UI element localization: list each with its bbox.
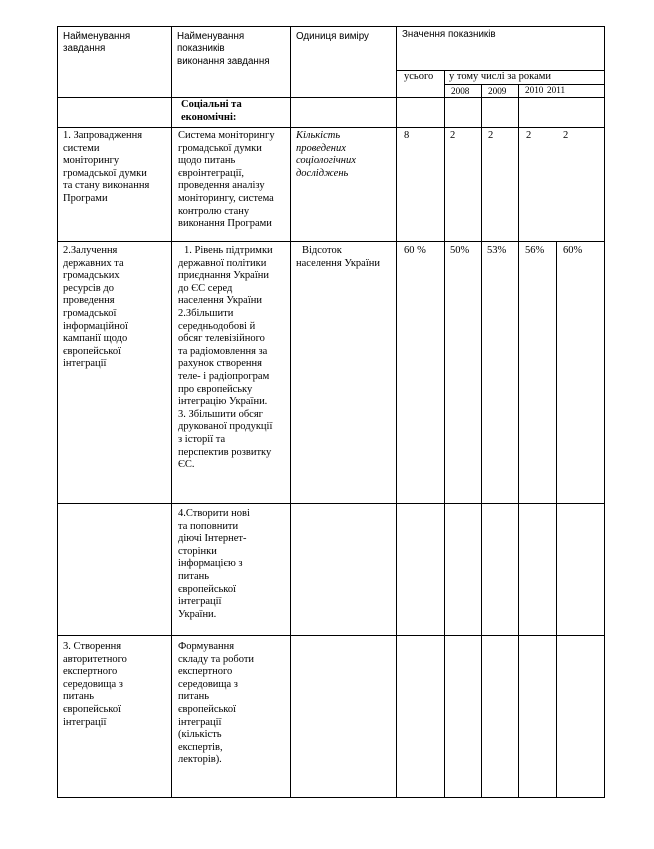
cell-text-line: європейської bbox=[63, 703, 122, 715]
row2-indicator bbox=[178, 245, 273, 472]
cell-text-line: діючі Інтернет- bbox=[178, 533, 247, 545]
header-divider bbox=[57, 97, 605, 98]
cell-text-line: інтеграції bbox=[178, 716, 222, 728]
table-border-top bbox=[57, 26, 605, 27]
row2-unit bbox=[296, 245, 380, 270]
cell-text-line: проведення аналізу bbox=[178, 180, 265, 192]
cell-text-line: економічні: bbox=[181, 111, 237, 123]
cell-text-line: експертного bbox=[63, 666, 118, 678]
header-by-years: у тому числі за роками bbox=[449, 71, 552, 82]
cell-text-line: Соціальні та bbox=[181, 99, 242, 110]
row-divider bbox=[57, 635, 605, 636]
cell-text-line: перспектив розвитку bbox=[178, 446, 272, 458]
cell-text-line: державних та bbox=[63, 257, 124, 269]
row1-2011: 2 bbox=[563, 130, 569, 141]
row1-2008: 2 bbox=[450, 130, 456, 141]
row4-indicator bbox=[178, 641, 254, 767]
cell-text-line: завдання bbox=[63, 43, 106, 55]
cell-text-line: інтеграції bbox=[63, 716, 107, 728]
cell-text-line: середовища з bbox=[178, 678, 238, 690]
row-divider bbox=[57, 127, 605, 128]
cell-text-line: складу та роботи bbox=[178, 653, 255, 665]
cell-text-line: європейської bbox=[63, 345, 122, 357]
cell-text-line: виконання Програми bbox=[178, 218, 272, 230]
cell-text-line: євроінтеграції, bbox=[178, 167, 245, 179]
cell-text-line: кампанії щодо bbox=[63, 333, 128, 345]
cell-text-line: досліджень bbox=[296, 167, 349, 179]
cell-text-line: Програми bbox=[63, 192, 108, 204]
cell-text-line: Найменування bbox=[177, 31, 245, 42]
row1-total: 8 bbox=[404, 130, 410, 141]
cell-text-line: Система моніторингу bbox=[178, 130, 275, 141]
table-border-left bbox=[57, 26, 58, 798]
header-year-2008: 2008 bbox=[451, 86, 470, 96]
cell-text-line: моніторингу bbox=[63, 155, 120, 167]
cell-text-line: до ЄС серед bbox=[178, 282, 233, 294]
cell-text-line: населення України bbox=[178, 295, 262, 307]
row2-2010: 56% bbox=[525, 245, 545, 256]
section-title bbox=[181, 99, 242, 124]
cell-text-line: питань bbox=[63, 691, 95, 703]
row-divider bbox=[57, 503, 605, 504]
header-values-title: Значення показників bbox=[402, 29, 496, 40]
cell-text-line: авторитетного bbox=[63, 653, 127, 665]
cell-text-line: України. bbox=[178, 608, 217, 620]
cell-text-line: Найменування bbox=[63, 31, 131, 42]
header-indicator-name bbox=[177, 31, 270, 68]
cell-text-line: ЄС. bbox=[178, 459, 195, 471]
column-divider bbox=[396, 26, 397, 798]
header-year-2011: 2011 bbox=[547, 85, 566, 95]
cell-text-line: 1. Запровадження bbox=[63, 130, 143, 141]
row1-2009: 2 bbox=[488, 130, 494, 141]
row1-indicator bbox=[178, 130, 275, 231]
cell-text-line: соціологічних bbox=[296, 155, 356, 167]
header-total: усього bbox=[404, 71, 434, 82]
cell-text-line: європейської bbox=[178, 703, 237, 715]
cell-text-line: приєднання України bbox=[178, 270, 269, 282]
cell-text-line: інтеграції bbox=[63, 358, 107, 370]
cell-text-line: 2.Залучення bbox=[63, 245, 118, 256]
row4-task bbox=[63, 641, 127, 729]
cell-text-line: інтеграцію України. bbox=[178, 396, 268, 408]
cell-text-line: інформацією з bbox=[178, 558, 243, 570]
cell-text-line: (кількість bbox=[178, 729, 222, 741]
cell-text-line: про європейську bbox=[178, 383, 253, 395]
cell-text-line: громадської думки bbox=[63, 167, 147, 179]
cell-text-line: ресурсів до bbox=[63, 282, 114, 294]
cell-text-line: з історії та bbox=[178, 433, 226, 445]
cell-text-line: 1. Рівень підтримки bbox=[184, 245, 273, 256]
row1-unit bbox=[296, 130, 356, 180]
cell-text-line: європейської bbox=[178, 583, 237, 595]
cell-text-line: проведення bbox=[63, 295, 115, 307]
row2-2011: 60% bbox=[563, 245, 583, 256]
cell-text-line: Кількість bbox=[296, 130, 341, 141]
cell-text-line: моніторингу, система bbox=[178, 192, 274, 204]
row3-indicator bbox=[178, 508, 250, 621]
cell-text-line: обсяг телевізійного bbox=[178, 333, 265, 345]
cell-text-line: населення України bbox=[296, 257, 380, 269]
cell-text-line: Відсоток bbox=[302, 245, 342, 256]
cell-text-line: виконання завдання bbox=[177, 55, 270, 67]
header-year-2010: 2010 bbox=[525, 85, 544, 95]
cell-text-line: сторінки bbox=[178, 545, 217, 557]
cell-text-line: громадської bbox=[63, 307, 117, 319]
cell-text-line: контролю стану bbox=[178, 205, 250, 217]
column-divider bbox=[481, 84, 482, 798]
row2-task bbox=[63, 245, 128, 371]
cell-text-line: середньодобові й bbox=[178, 320, 256, 332]
table-border-right bbox=[604, 26, 605, 798]
row2-total: 60 % bbox=[404, 245, 426, 256]
row1-task bbox=[63, 130, 149, 206]
header-task-name bbox=[63, 31, 130, 56]
cell-text-line: 3. Створення bbox=[63, 641, 122, 652]
cell-text-line: громадської думки bbox=[178, 142, 262, 154]
cell-text-line: теле- і радіопрограм bbox=[178, 370, 270, 382]
cell-text-line: системи bbox=[63, 142, 100, 154]
cell-text-line: та стану виконання bbox=[63, 180, 150, 192]
cell-text-line: показників bbox=[177, 43, 225, 55]
cell-text-line: та поповнити bbox=[178, 520, 239, 532]
cell-text-line: щодо питань bbox=[178, 155, 236, 167]
cell-text-line: громадських bbox=[63, 270, 120, 282]
cell-text-line: інформаційної bbox=[63, 320, 128, 332]
cell-text-line: експертів, bbox=[178, 741, 223, 753]
cell-text-line: рахунок створення bbox=[178, 358, 262, 370]
row2-2008: 50% bbox=[450, 245, 470, 256]
column-divider bbox=[518, 84, 519, 798]
column-divider bbox=[290, 26, 291, 798]
cell-text-line: питань bbox=[178, 691, 210, 703]
cell-text-line: державної політики bbox=[178, 257, 267, 269]
header-year-2009: 2009 bbox=[488, 86, 507, 96]
cell-text-line: середовища з bbox=[63, 678, 123, 690]
table-border-bottom bbox=[57, 797, 605, 798]
cell-text-line: та радіомовлення за bbox=[178, 345, 268, 357]
cell-text-line: лекторів). bbox=[178, 754, 222, 766]
cell-text-line: друкованої продукції bbox=[178, 421, 273, 433]
column-divider bbox=[171, 26, 172, 798]
cell-text-line: 2.Збільшити bbox=[178, 307, 234, 319]
cell-text-line: проведених bbox=[296, 142, 346, 154]
row1-2010: 2 bbox=[526, 130, 532, 141]
row-divider bbox=[57, 241, 605, 242]
cell-text-line: Формування bbox=[178, 641, 235, 652]
cell-text-line: 4.Створити нові bbox=[178, 508, 250, 519]
column-divider bbox=[444, 70, 445, 798]
column-divider bbox=[556, 241, 557, 798]
cell-text-line: питань bbox=[178, 570, 210, 582]
row2-2009: 53% bbox=[487, 245, 507, 256]
cell-text-line: експертного bbox=[178, 666, 233, 678]
header-unit: Одиниця виміру bbox=[296, 31, 369, 42]
cell-text-line: інтеграції bbox=[178, 596, 222, 608]
cell-text-line: 3. Збільшити обсяг bbox=[178, 408, 263, 420]
